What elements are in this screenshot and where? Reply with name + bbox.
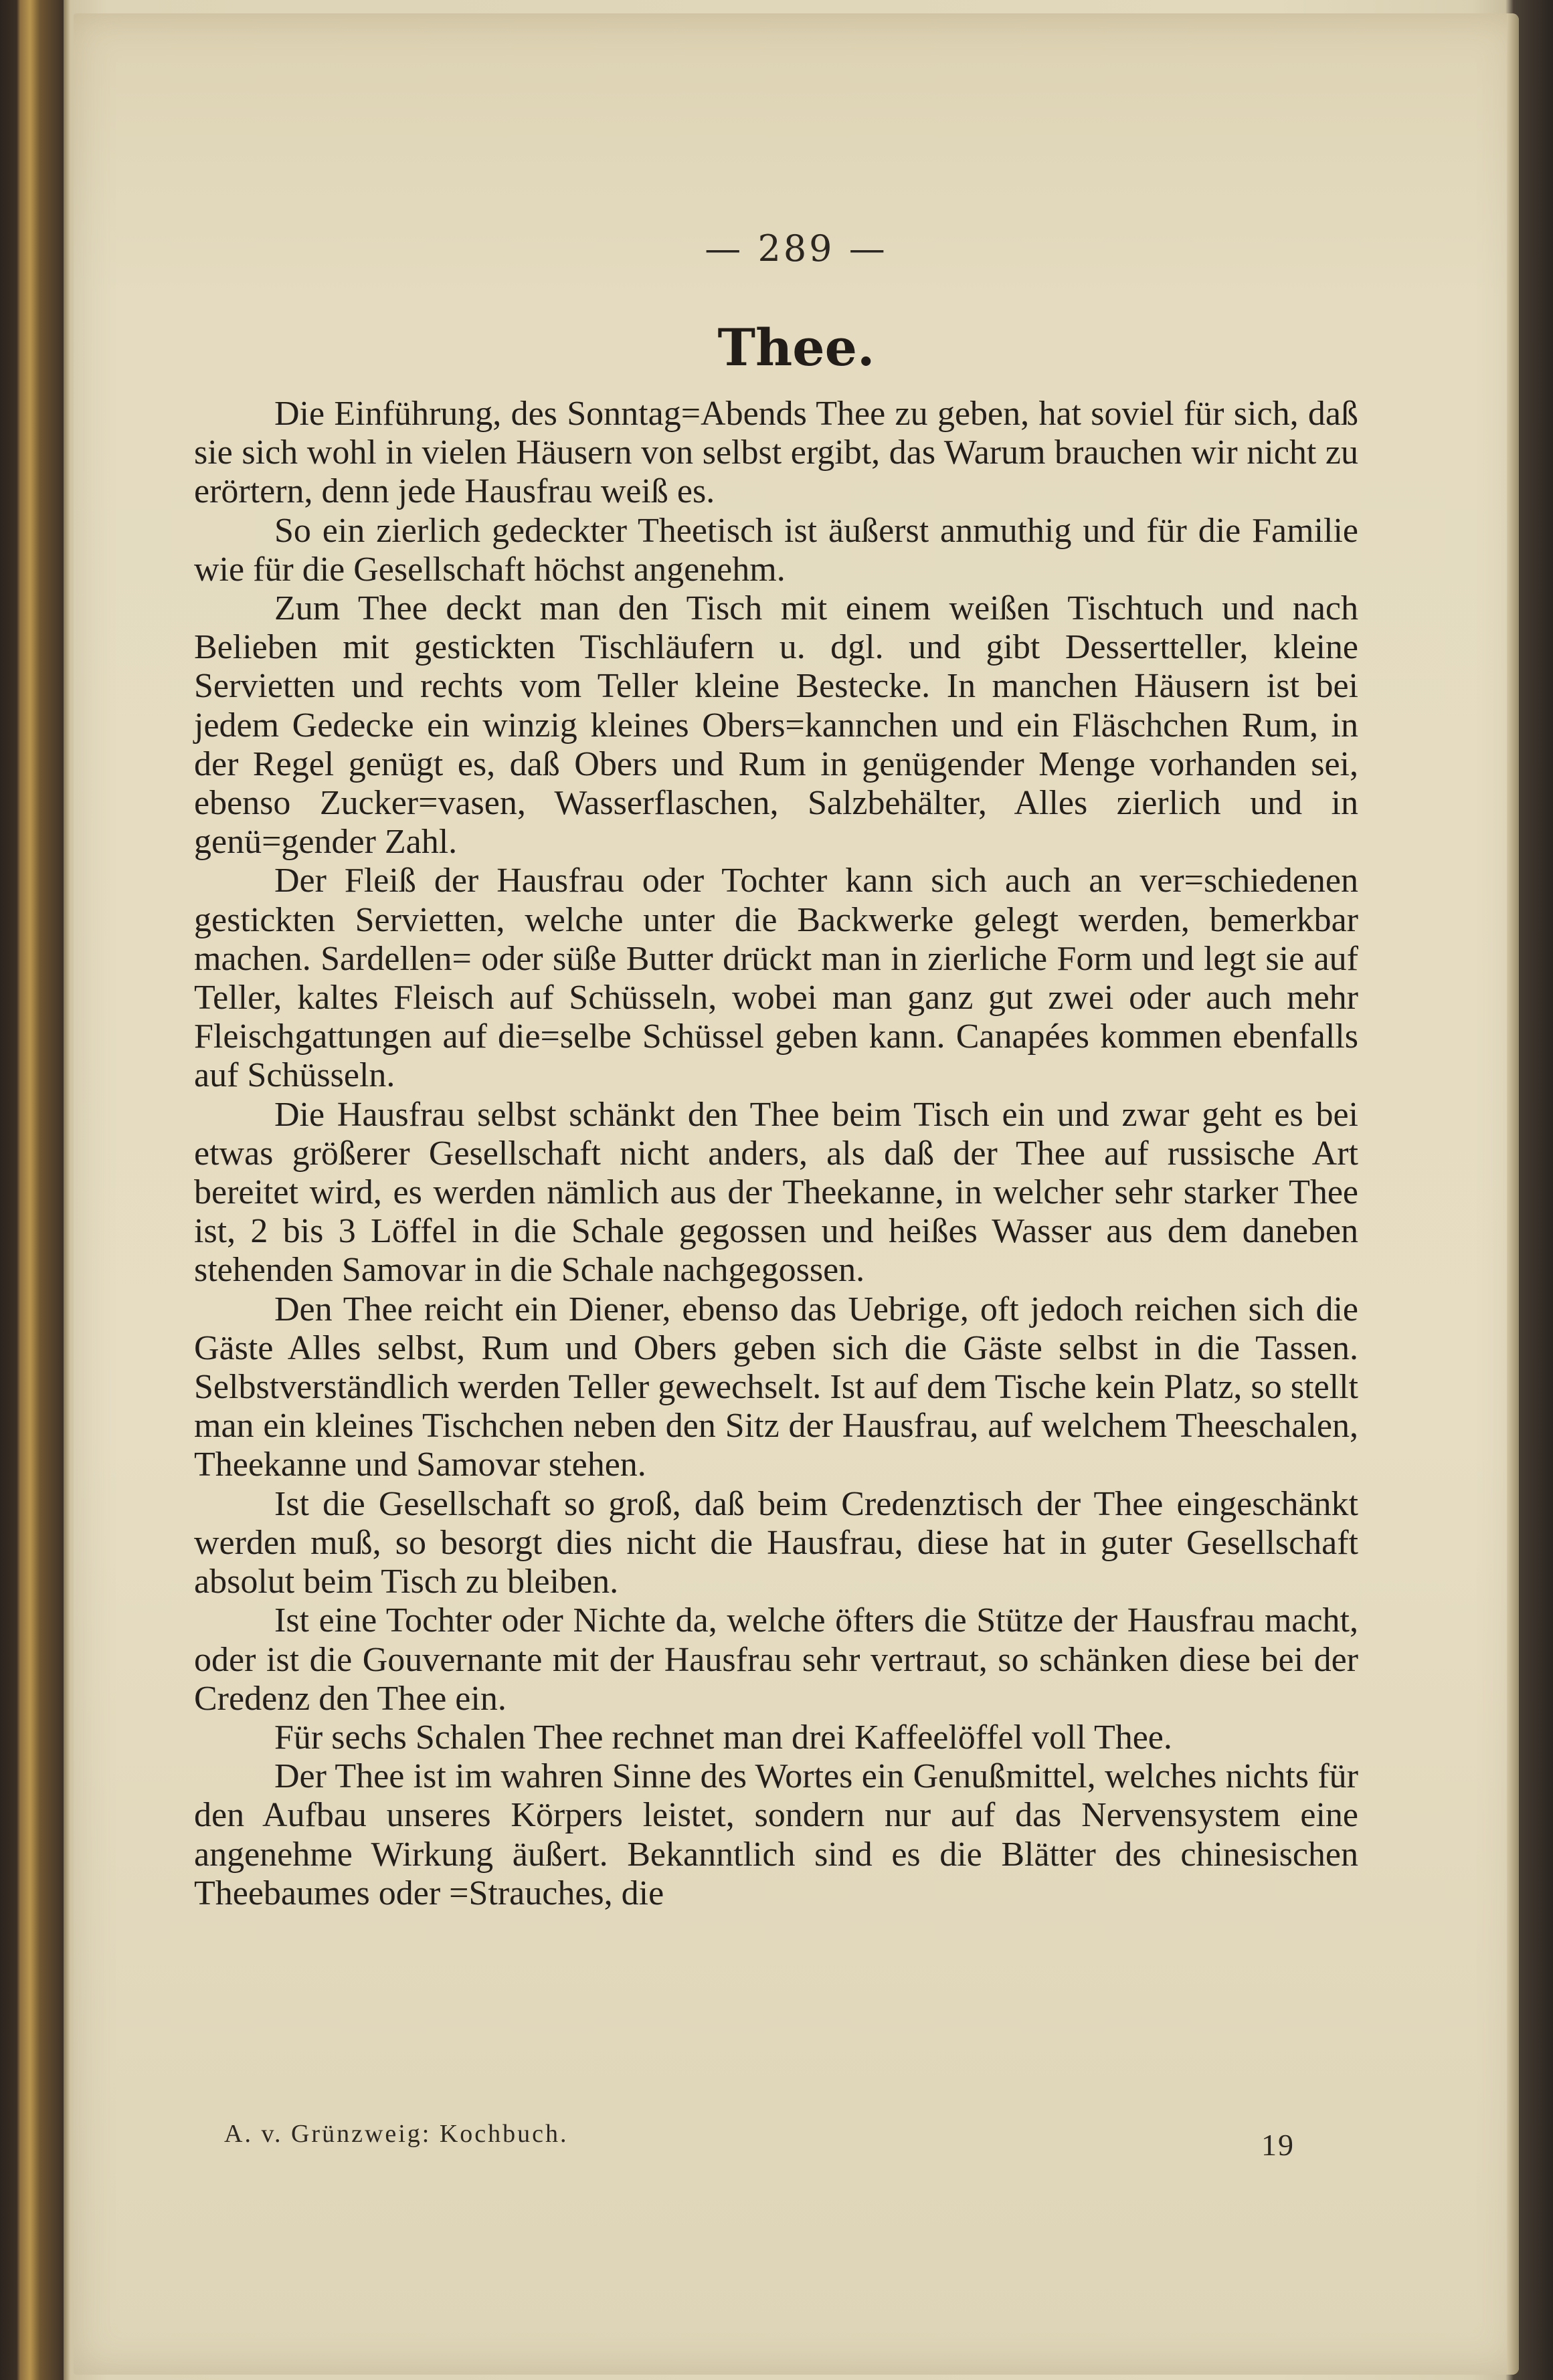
paragraph: Ist die Gesellschaft so groß, daß beim Credenztisch der Thee eingeschänkt werden muß, so besorgt dies nicht die Hausfrau, diese hat in guter Gesellschaft absolut beim Tisch zu bleiben.: [194, 1484, 1358, 1601]
footer-signature: A. v. Grünzweig: Kochbuch.: [224, 2120, 569, 2148]
section-title: Thee.: [717, 318, 875, 377]
page-number: — 289 —: [705, 227, 888, 270]
paragraph: Der Fleiß der Hausfrau oder Tochter kann sich auch an ver=schiedenen gestickten Servietten, welche unter die Backwerke gelegt werden, bemerkbar machen. Sardellen= oder süße Butter drückt man in zierliche Form und legt sie auf Teller, kaltes Fleisch auf Schüsseln, wobei man ganz gut zwei oder auch mehr Fleischgattungen auf die=selbe Schüssel geben kann. Canapées kommen ebenfalls auf Schüsseln.: [194, 862, 1358, 1095]
paragraph: Den Thee reicht ein Diener, ebenso das Uebrige, oft jedoch reichen sich die Gäste Alles selbst, Rum und Obers geben sich die Gäste selbst in die Tassen. Selbstverständlich werden Teller gewechselt. Ist auf dem Tische kein Platz, so stellt man ein kleines Tischchen neben den Sitz der Hausfrau, auf welchem Theeschalen, Theekanne und Samovar stehen.: [194, 1290, 1358, 1484]
paragraph: Der Thee ist im wahren Sinne des Wortes ein Genußmittel, welches nichts für den Aufbau unseres Körpers leistet, sondern nur auf das Nervensystem eine angenehme Wirkung äußert. Bekanntlich sind es die Blätter des chinesischen Theebaumes oder =Strauches, die: [194, 1757, 1358, 1912]
paragraph: Die Einführung, des Sonntag=Abends Thee zu geben, hat soviel für sich, daß sie sich wohl in vielen Häusern von selbst ergibt, das Warum brauchen wir nicht zu erörtern, denn jede Hausfrau weiß es.: [194, 395, 1358, 511]
paragraph: Die Hausfrau selbst schänkt den Thee beim Tisch ein und zwar geht es bei etwas größerer Gesellschaft nicht anders, als daß der Thee auf russische Art bereitet wird, es werden nämlich aus der Theekanne, in welcher sehr starker Thee ist, 2 bis 3 Löffel in die Schale gegossen und heißes Wasser aus dem daneben stehenden Samovar in die Schale nachgegossen.: [194, 1095, 1358, 1290]
page-footer: [224, 2119, 1375, 2162]
book-spine: [0, 0, 64, 2380]
body-text: [194, 395, 1358, 1913]
paragraph: Ist eine Tochter oder Nichte da, welche öfters die Stütze der Hausfrau macht, oder ist die Gouvernante mit der Hausfrau sehr vertraut, so schänken diese bei der Credenz den Thee ein.: [194, 1601, 1358, 1718]
paragraph: So ein zierlich gedeckter Theetisch ist äußerst anmuthig und für die Familie wie für die Gesellschaft höchst angenehm.: [194, 511, 1358, 589]
book-page: [74, 13, 1519, 2375]
paragraph: Für sechs Schalen Thee rechnet man drei Kaffeelöffel voll Thee.: [274, 1718, 1172, 1757]
paragraph: Zum Thee deckt man den Tisch mit einem weißen Tischtuch und nach Belieben mit gestickten Tischläufern u. dgl. und gibt Dessertteller, kleine Servietten und rechts vom Teller kleine Bestecke. In manchen Häusern ist bei jedem Gedecke ein winzig kleines Obers=kannchen und ein Fläschchen Rum, in der Regel genügt es, daß Obers und Rum in genügender Menge vorhanden sei, ebenso Zucker=vasen, Wasserflaschen, Salzbehälter, Alles zierlich und in genü=gender Zahl.: [194, 589, 1358, 862]
sheet-number: 19: [1261, 2128, 1295, 2162]
